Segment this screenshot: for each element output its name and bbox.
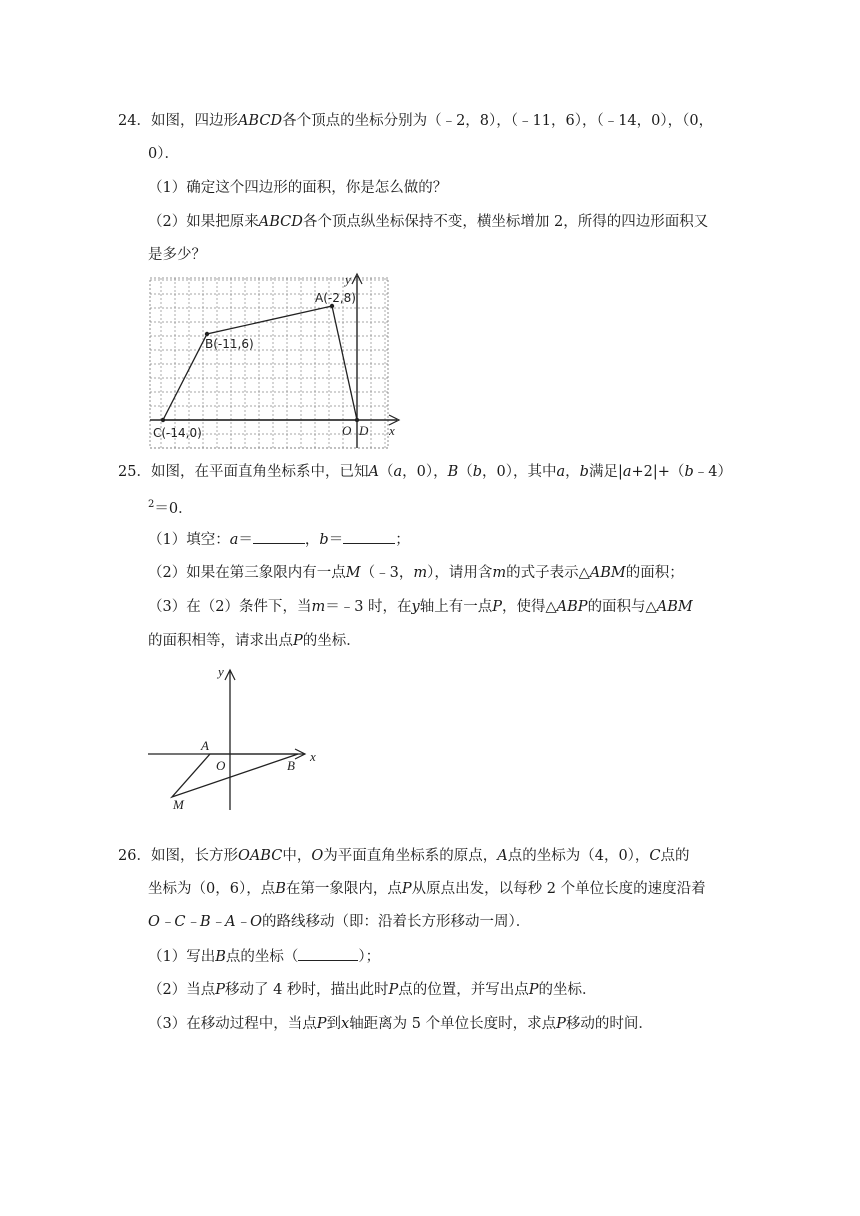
q25-part3: （3）在（2）条件下，当m＝﹣3 时，在y轴上有一点P，使得△ABP的面积与△ABM: [148, 599, 693, 615]
q24-part2-cont: 是多少？: [148, 247, 206, 263]
q24-line2: 0）．: [148, 146, 179, 162]
label-d: D: [359, 423, 369, 438]
q26-line1: 26．如图，长方形OABC中，O为平面直角坐标系的原点，A点的坐标为（4，0），C点的: [118, 848, 690, 864]
label-a: A(-2,8): [315, 291, 356, 305]
quadrilateral-abcd: [163, 306, 357, 420]
q26-line2: 坐标为（0，6），点B在第一象限内，点P从原点出发，以每秒 2 个单位长度的速度沿着: [148, 881, 706, 897]
q25-part3-cont: 的面积相等，请求出点P的坐标．: [148, 633, 361, 649]
label-o: O: [342, 423, 352, 438]
axis-x-label: x: [389, 423, 395, 438]
label-o: O: [216, 758, 226, 773]
q26-part2: （2）当点P移动了 4 秒时，描出此时P点的位置，并写出点P的坐标．: [148, 982, 597, 998]
q24-line1: 24．如图，四边形ABCD各个顶点的坐标分别为（﹣2，8），（﹣11，6），（﹣14，0），（0，: [118, 113, 714, 129]
answer-blank-a[interactable]: [253, 528, 305, 544]
label-a: A: [201, 738, 209, 753]
axis-x-label: x: [310, 749, 316, 764]
label-m: M: [173, 797, 184, 812]
q24-part2: （2）如果把原来ABCD各个顶点纵坐标保持不变，横坐标增加 2，所得的四边形面积又: [148, 214, 709, 230]
q26-part1: （1）写出B点的坐标（ ）；: [148, 945, 380, 968]
label-b: B(-11,6): [205, 337, 254, 351]
q26-part3: （3）在移动过程中，当点P到x轴距离为 5 个单位长度时，求点P移动的时间．: [148, 1016, 653, 1032]
q24-part1: （1）确定这个四边形的面积，你是怎么做的？: [148, 180, 448, 196]
label-c: C(-14,0): [153, 426, 202, 440]
label-b: B: [287, 758, 295, 773]
axis-y-label: y: [345, 272, 351, 287]
q26-line3: O﹣C﹣B﹣A﹣O的路线移动（即：沿着长方形移动一周）．: [148, 914, 531, 930]
triangle-abm: [172, 754, 298, 797]
axis-y-label: y: [218, 664, 224, 679]
q24-figure: [145, 270, 405, 452]
q25-part2: （2）如果在第三象限内有一点M（﹣3，m），请用含m的式子表示△ABM的面积；: [148, 565, 684, 581]
q25-part1: （1）填空：a＝ ，b＝ ；: [148, 528, 410, 551]
answer-blank-b-coord[interactable]: [298, 945, 358, 961]
q25-figure: [145, 660, 345, 820]
q25-line2: $^2$＝0．: [148, 499, 193, 517]
q25-line1: 25．如图，在平面直角坐标系中，已知A（a，0），B（b，0），其中a，b满足|a+2|+（b﹣4）: [118, 464, 732, 480]
answer-blank-b[interactable]: [343, 528, 395, 544]
